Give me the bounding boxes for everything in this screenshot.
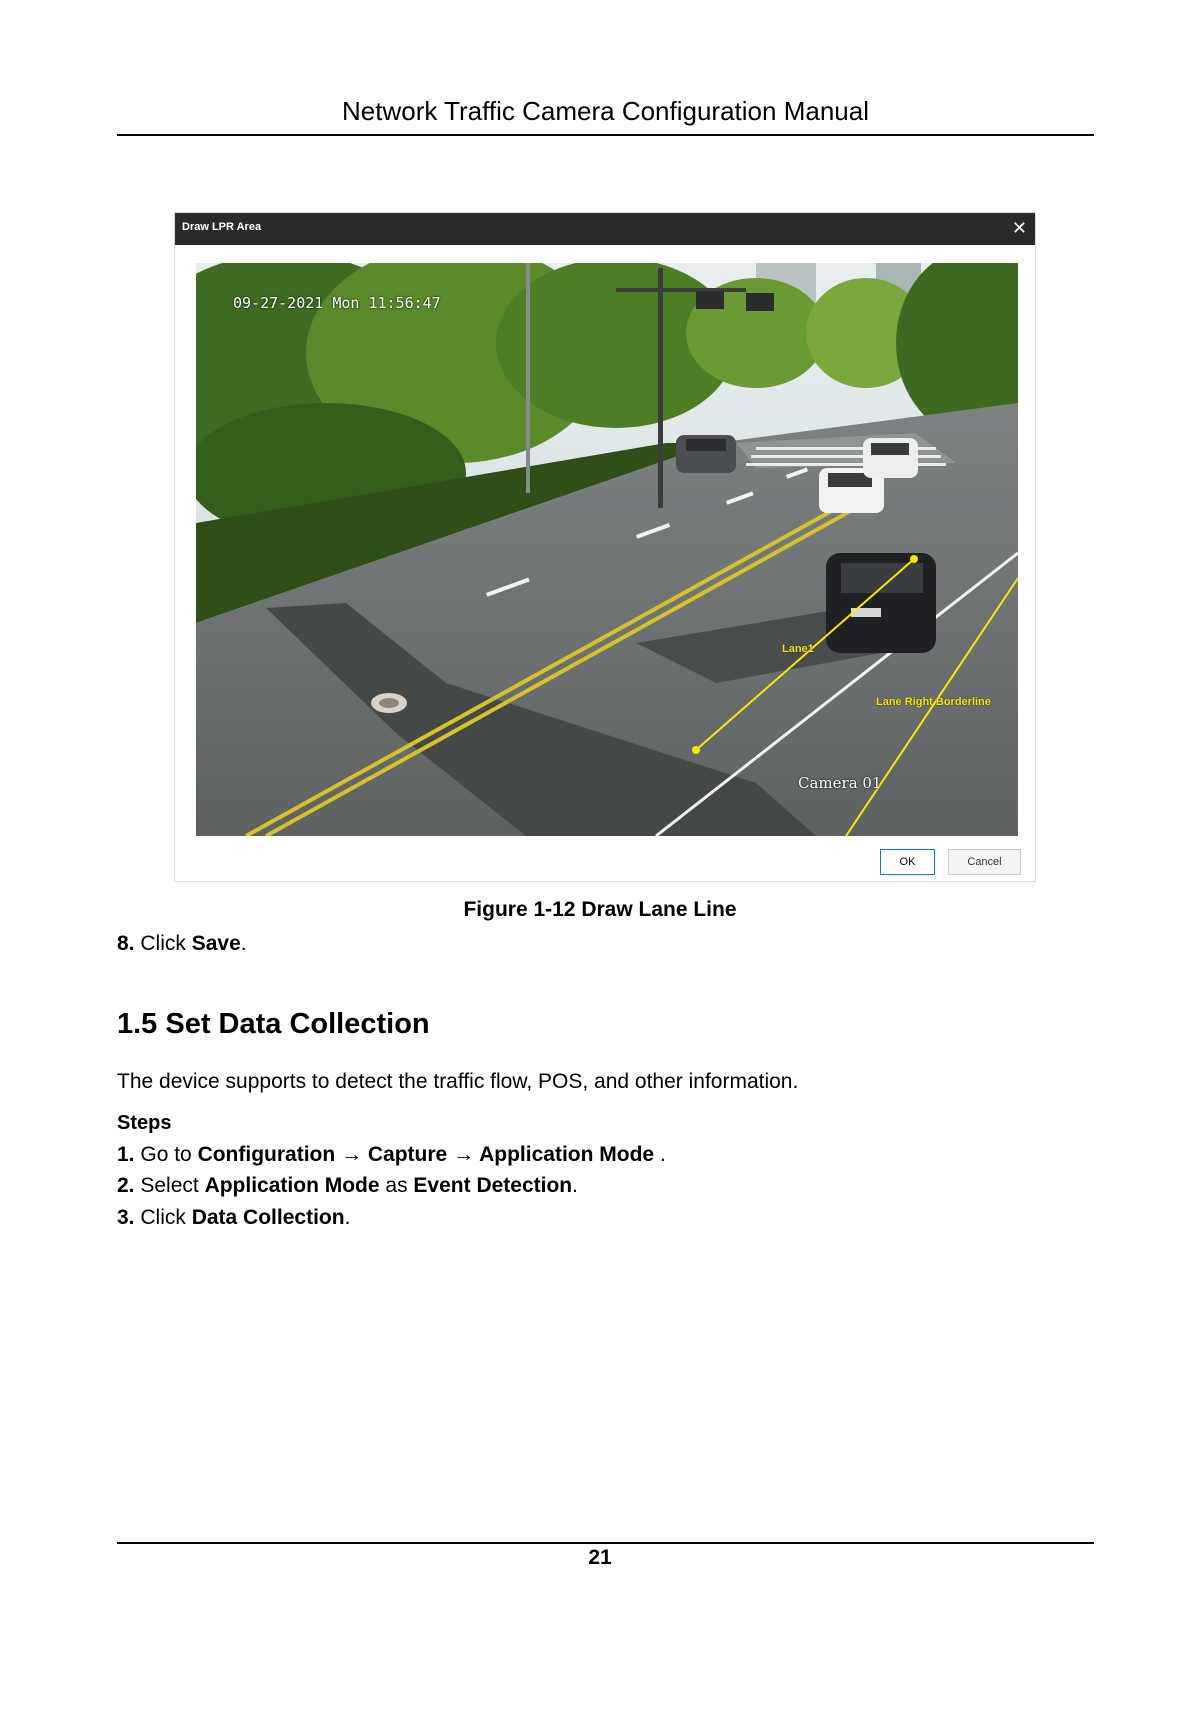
step-1 <box>117 1143 666 1167</box>
lane-right-borderline-label: Lane Right Borderline <box>876 696 991 708</box>
section-heading: 1.5 Set Data Collection <box>117 1008 430 1040</box>
step-text: Click <box>140 932 192 955</box>
osd-camera-name: Camera 01 <box>798 774 882 792</box>
step-bold-term: Save <box>191 932 241 955</box>
step-2 <box>117 1174 578 1198</box>
dialog-titlebar <box>175 213 1035 245</box>
step-8 <box>117 932 247 956</box>
figure-caption: Figure 1-12 Draw Lane Line <box>463 898 737 921</box>
step-bold-term: Application Mode <box>204 1174 380 1197</box>
step-number: 3. <box>117 1206 135 1229</box>
step-number: 8. <box>117 932 135 955</box>
draw-lpr-area-dialog <box>174 212 1036 882</box>
step-bold-term: Configuration → Capture → Application Mode <box>197 1143 655 1166</box>
step-end: . <box>344 1206 351 1229</box>
step-number: 1. <box>117 1143 135 1166</box>
step-number: 2. <box>117 1174 135 1197</box>
step-text: Select <box>140 1174 205 1197</box>
step-bold-term-2: Event Detection <box>413 1174 573 1197</box>
dialog-title: Draw LPR Area <box>182 221 262 233</box>
ok-button[interactable]: OK <box>880 849 935 875</box>
cancel-button[interactable]: Cancel <box>948 849 1021 875</box>
osd-timestamp: 09-27-2021 Mon 11:56:47 <box>233 294 441 312</box>
page-footer-rule <box>117 1542 1094 1544</box>
close-icon[interactable]: ✕ <box>1011 218 1027 238</box>
step-bold-term: Data Collection <box>191 1206 345 1229</box>
step-end: . <box>240 932 247 955</box>
traffic-scene-image <box>196 263 1018 836</box>
step-end: . <box>654 1143 666 1166</box>
step-3 <box>117 1206 350 1230</box>
step-mid: as <box>379 1174 414 1197</box>
manual-title: Network Traffic Camera Configuration Manual <box>342 96 869 126</box>
camera-live-view[interactable] <box>196 263 1018 836</box>
section-paragraph: The device supports to detect the traffic flow, POS, and other information. <box>117 1070 799 1093</box>
steps-label: Steps <box>117 1112 172 1134</box>
step-end: . <box>572 1174 578 1197</box>
step-text: Go to <box>140 1143 198 1166</box>
lane1-label: Lane1 <box>782 643 814 655</box>
step-text: Click <box>140 1206 192 1229</box>
page-header <box>117 94 1094 136</box>
page-number: 21 <box>588 1546 612 1569</box>
